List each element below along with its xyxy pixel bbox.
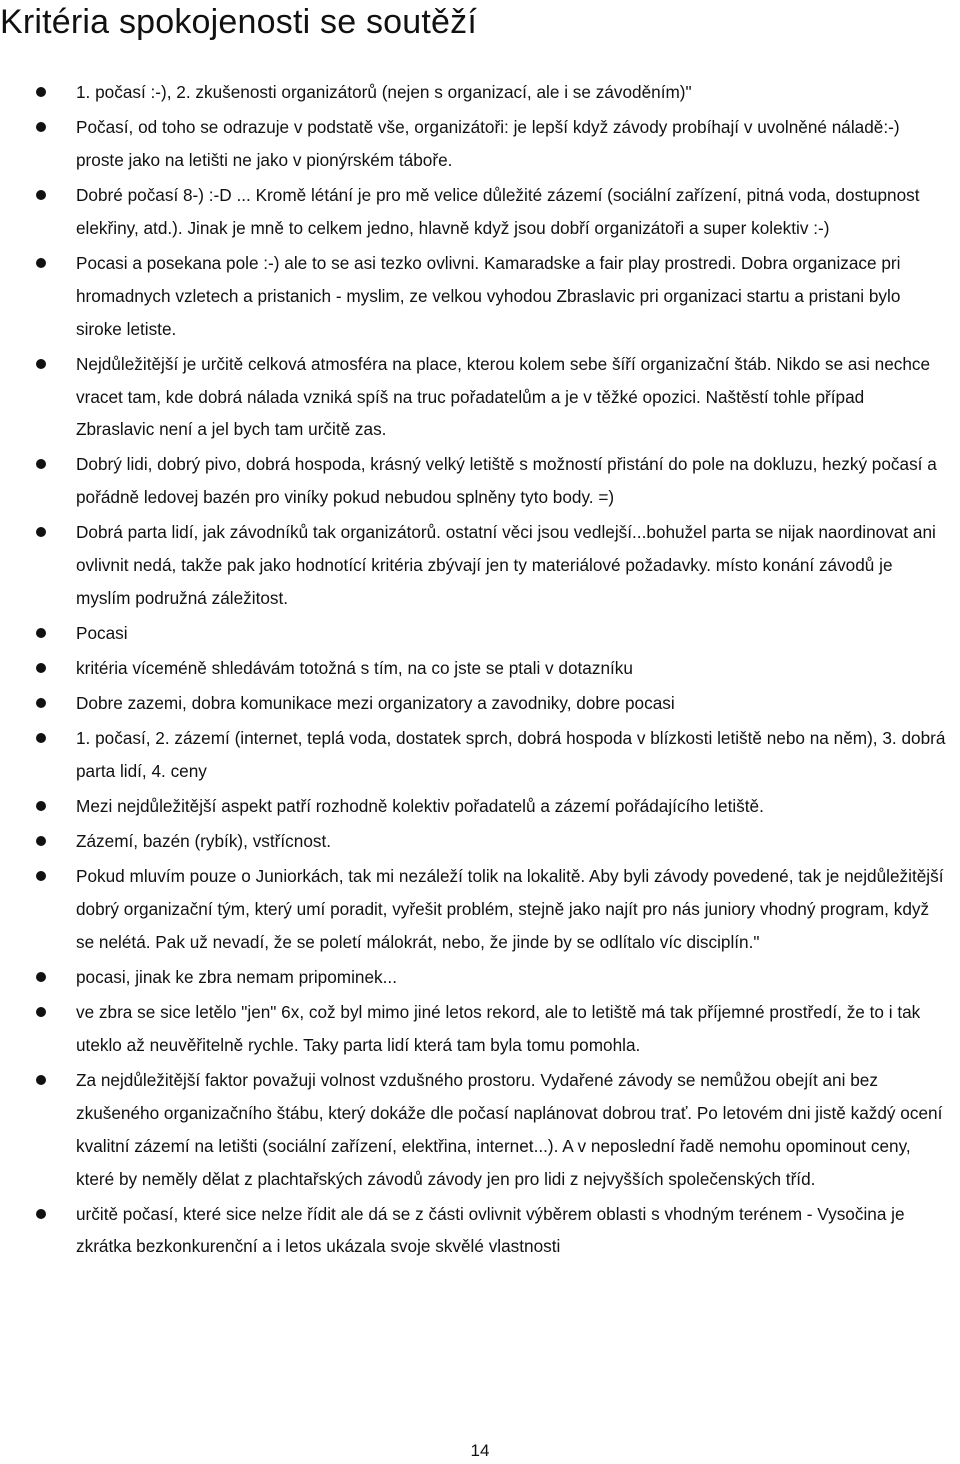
list-item [0,652,946,685]
list-item-text: kritéria víceméně shledávám totožná s tím, na co jste se ptali v dotazníku [76,658,633,679]
list-item [0,1198,946,1264]
bullet-icon [36,1075,46,1085]
list-item [0,247,946,346]
bullet-icon [36,87,46,97]
list-item [0,790,946,823]
criteria-list [0,76,946,1265]
list-item [0,448,946,514]
list-item-text: Za nejdůležitější faktor považuji volnost vzdušného prostoru. Vydařené závody se nemůžou obejít ani bez zkušeného organizačního štábu, který dokáže dle počasí naplánovat dobrou trať. Po letovém dni jistě každý ocení kvalitní zázemí na letišti (sociální zařízení, elektřina, internet...). A v neposlední řadě nemohu opominout ceny, které by neměly dělat z plachtařských závodů závody jen pro lidi z nejvyšších společenských tříd. [76,1069,943,1189]
list-item [0,961,946,994]
list-item-text: Pokud mluvím pouze o Juniorkách, tak mi nezáleží tolik na lokalitě. Aby byli závody povedené, tak je nejdůležitější dobrý organizační tým, který umí poradit, vyřešit problém, stejně jako najít pro nás juniory vhodný program, když se nelétá. Pak už nevadí, že se poletí málokrát, nebo, že jinde by se odlítalo víc disciplín." [76,866,944,952]
list-item-text: Pocasi [76,623,128,644]
bullet-icon [36,190,46,200]
list-item [0,825,946,858]
bullet-icon [36,1209,46,1219]
list-item-text: Dobré počasí 8-) :-D ... Kromě létání je pro mě velice důležité zázemí (sociální zařízení, pitná voda, dostupnost elekřiny, atd.). Jinak je mně to celkem jedno, hlavně když jsou dobří organizátoři a super kolektiv :-) [76,184,920,238]
list-item-text: Pocasi a posekana pole :-) ale to se asi tezko ovlivni. Kamaradske a fair play prostredi. Dobra organizace pri hromadnych vzletech a pristanich - myslim, ze velkou vyhodou Zbraslavic pri organizaci startu a pristani bylo siroke letiste. [76,252,901,339]
list-item-text: Nejdůležitější je určitě celková atmosféra na place, kterou kolem sebe šíří organizační štáb. Nikdo se asi nechce vracet tam, kde dobrá nálada vzniká spíš na truc pořadatelům a je v těžké opozici. Naštěstí tohle případ Zbraslavic není a jel bych tam určitě zas. [76,353,931,440]
list-item-text: určitě počasí, které sice nelze řídit ale dá se z části ovlivnit výběrem oblasti s vhodným terénem - Vysočina je zkrátka bezkonkurenční a i letos ukázala svoje skvělé vlastnosti [76,1203,905,1257]
list-item-text: Dobre zazemi, dobra komunikace mezi organizatory a zavodniky, dobre pocasi [76,693,675,714]
list-item [0,996,946,1062]
list-item [0,76,946,109]
list-item [0,687,946,720]
list-item-text: Dobrá parta lidí, jak závodníků tak organizátorů. ostatní věci jsou vedlejší...bohužel parta se nijak naordinovat ani ovlivnit nedá, takže pak jako hodnotící kritéria zbývají jen ty materiálové požadavky. místo konání závodů je myslím podružná záležitost. [76,522,936,609]
list-item [0,722,946,788]
list-item [0,516,946,615]
bullet-icon [36,1007,46,1017]
bullet-icon [36,801,46,811]
list-item [0,1064,946,1196]
bullet-icon [36,698,46,708]
list-item [0,179,946,245]
bullet-icon [36,459,46,469]
list-item-text: Dobrý lidi, dobrý pivo, dobrá hospoda, krásný velký letiště s možností přistání do pole na dokluzu, hezký počasí a pořádně ledovej bazén pro viníky pokud nebudou splněny tyto body. =) [76,454,937,508]
bullet-icon [36,527,46,537]
list-item [0,348,946,447]
bullet-icon [36,122,46,132]
bullet-icon [36,258,46,268]
list-item-text: Zázemí, bazén (rybík), vstřícnost. [76,831,332,852]
bullet-icon [36,628,46,638]
list-item-text: Mezi nejdůležitější aspekt patří rozhodně kolektiv pořadatelů a zázemí pořádajícího letiště. [76,796,764,817]
bullet-icon [36,836,46,846]
bullet-icon [36,663,46,673]
list-item-text: pocasi, jinak ke zbra nemam pripominek... [76,966,397,987]
list-item-text: 1. počasí, 2. zázemí (internet, teplá voda, dostatek sprch, dobrá hospoda v blízkosti letiště nebo na něm), 3. dobrá parta lidí, 4. ceny [76,728,946,782]
page-title: Kritéria spokojenosti se soutěží [0,3,477,41]
list-item-text: ve zbra se sice letělo "jen" 6x, což byl mimo jiné letos rekord, ale to letiště má tak příjemné prostředí, že to i tak uteklo až neuvěřitelně rychle. Taky parta lidí která tam byla tomu pomohla. [76,1001,921,1055]
page-number: 14 [470,1441,490,1460]
bullet-icon [36,871,46,881]
list-item [0,111,946,177]
list-item [0,860,946,959]
list-item-text: 1. počasí :-), 2. zkušenosti organizátorů (nejen s organizací, ale i se závoděním)" [76,82,692,102]
bullet-icon [36,972,46,982]
list-item [0,617,946,650]
bullet-icon [36,359,46,369]
bullet-icon [36,733,46,743]
list-item-text: Počasí, od toho se odrazuje v podstatě vše, organizátoři: je lepší když závody probíhají v uvolněné náladě:-) proste jako na letišti ne jako v pionýrském táboře. [76,117,900,170]
